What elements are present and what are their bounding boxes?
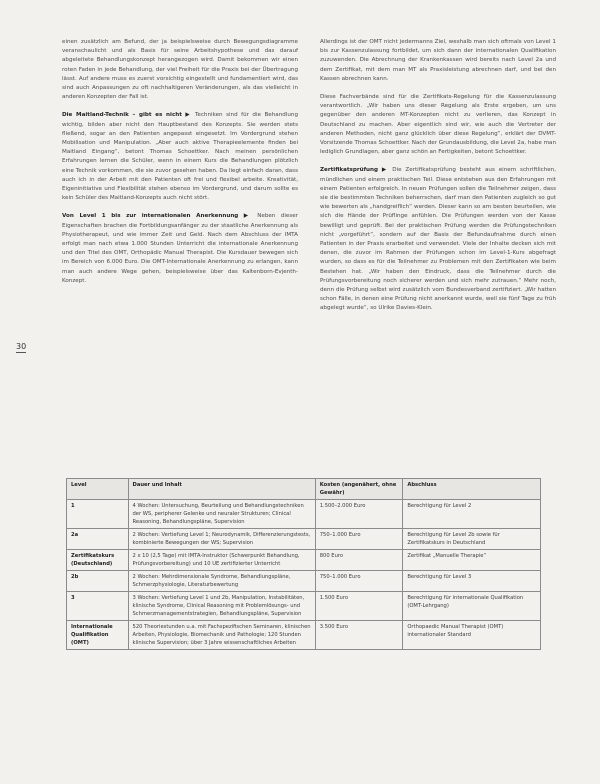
level-cell: 2b	[67, 571, 129, 592]
content-cell: 520 Theoriestunden u.a. mit Fachspezifischen Seminaren, klinischen Arbeiten, Physiologie, Biomechanik und Pathologie; 120 Stunden klinische Supervision; über 3 Jahre wissenschaftliches Arbeiten	[128, 621, 315, 650]
level-cell: Zertifikatskurs (Deutschland)	[67, 550, 129, 571]
left-column	[62, 38, 298, 295]
column-header: Kosten (angenähert, ohne Gewähr)	[315, 479, 403, 500]
arrow-icon: ▶	[243, 213, 252, 220]
result-cell: Berechtigung für internationale Qualifikation (OMT-Lehrgang)	[403, 592, 541, 621]
paragraph: Von Level 1 bis zur internationalen Anerkennung ▶ Neben dieser Eigenschaften brachen die Fortbildungsanfänger zu der staatliche Anerkennung als Physiotherapeut, und wie immer Zeit und Geld. Nach dem Abschluss der IMTA erfolgt man nach etwa 1.000 Stunden Unterricht die internationale Anerkennung und den Titel des OMT, Orthopädic Manual Therapist. Die Kursdauer bewegen sich im Bereich von 6.000 Euro. Die OMT-Internationale Anerkennung zu erlangen, kann man auch andere Wege gehen, beispielsweise über das Kaltenborn-Evjenth-Konzept.	[62, 213, 298, 284]
paragraph: Diese Fachverbände sind für die Zertifikats-Regelung für die Kassenzulassung verantwortlich. „Wir haben uns dieser Regelung als Erste ergeben, um uns gegenüber den anderen MT-Konzepten nicht zu verlieren, das Konzept in Deutschland zu machen. Aber eigentlich sind wir, wie auch die Vertreter der anderen Methoden, nicht ganz glücklich über diese Regelung“, erklärt der DVMT-Vorsitzende Thomas Schoettker. Nach der Grundausbildung, die Level 2a, habe man lediglich Grundlagen, aber ganz schön an Fertigkeiten, betont Schoettker.	[320, 94, 556, 156]
column-header: Dauer und Inhalt	[128, 479, 315, 500]
page-number: 30	[16, 342, 27, 351]
result-cell: Berechtigung für Level 3	[403, 571, 541, 592]
cost-cell: 1.500–2.000 Euro	[315, 500, 403, 529]
level-table	[66, 478, 541, 650]
page-number-rule	[16, 352, 26, 353]
level-cell: Internationale Qualifikation (OMT)	[67, 621, 129, 650]
table-row	[67, 529, 541, 550]
subheading: Von Level 1 bis zur internationalen Anerkennung	[62, 213, 239, 220]
result-cell: Berechtigung für Level 2	[403, 500, 541, 529]
arrow-icon: ▶	[381, 167, 389, 174]
table-row	[67, 500, 541, 529]
result-cell: Orthopaedic Manual Therapist (OMT) internationaler Standard	[403, 621, 541, 650]
level-cell: 2a	[67, 529, 129, 550]
level-cell: 3	[67, 592, 129, 621]
content-cell: 2 Wochen: Mehrdimensionale Syndrome, Behandlungspläne, Schmerzphysiologie, Literaturbewertung	[128, 571, 315, 592]
paragraph: einen zusätzlich am Befund, der ja beispielsweise durch Bewegungsdiagramme veranschaulicht und als Basis für seine Arbeitshypothese und das darauf abgeleitete Behandlungskonzept herangezogen wird. Damit bekommen wir einen roten Faden in jede Behandlung, der viel Freiheit für die Praxis bei der Übertragung lässt. Auf andere muss es zuerst vorsichtig eingestellt und fundamentiert wird, das sind auch Anpassungen zu oft nachhaltigeren Veränderungen, als das vielleicht in anderen Konzepten der Fall ist.	[62, 39, 298, 101]
result-cell: Berechtigung für Level 2b sowie für Zertifikatskurs in Deutschland	[403, 529, 541, 550]
content-cell: 2 x 10 (2,5 Tage) mit IMTA-Instruktor (Schwerpunkt Behandlung, Prüfungsvorbereitung) und 10 UE zertifizierter Unterricht	[128, 550, 315, 571]
arrow-icon: ▶	[185, 112, 192, 119]
table-row	[67, 592, 541, 621]
subheading: Die Maitland-Technik – gibt es nicht	[62, 112, 182, 119]
content-cell: 4 Wochen: Untersuchung, Beurteilung und Behandlungstechniken der WS, peripherer Gelenke und neuraler Strukturen; Clinical Reasoning, Behandlungspläne, Supervision	[128, 500, 315, 529]
cost-cell: 750–1.000 Euro	[315, 529, 403, 550]
level-cell: 1	[67, 500, 129, 529]
paragraph: Die Maitland-Technik – gibt es nicht ▶ Techniken sind für die Behandlung wichtig, bilden aber nicht den Hauptbestand des Konzepts. Sie werden stets fließend, sogar an den Patienten angepasst eingesetzt. Im Vordergrund stehen Mobilisation und Manipulation. „Aber auch aktive Therapieelemente finden bei Maitland Eingang“, betont Thomas Schoettker. Nach meinen persönlichen Erfahrungen lernen die Schüler, wenn in einem Kurs die Behandlungen plötzlich eine Technik vorkommen, die sie zuvor gesehen haben. Da liegt einfach daran, dass auch ich in der Arbeit mit den Patienten oft frei und flexibel arbeite. Kreativität, Eigeninitiative und Flexibilität stehen ebenso im Vordergrund, und darum sollte es kein Schüler des Maitland-Konzepts auch nicht stört.	[62, 112, 299, 202]
right-column	[320, 38, 556, 323]
content-cell: 2 Wochen: Vertiefung Level 1; Neurodynamik, Differenzierungstests, kombinierte Bewegungen der WS; Supervision	[128, 529, 315, 550]
result-cell: Zertifikat „Manuelle Therapie“	[403, 550, 541, 571]
cost-cell: 1.500 Euro	[315, 592, 403, 621]
cost-cell: 800 Euro	[315, 550, 403, 571]
paragraph: Allerdings ist der OMT nicht jedermanns Ziel, weshalb man sich oftmals von Level 1 bis zur Kassenzulassung fortbildet, um sich dann der internationalen Qualifikation zuzuwenden. Die Abrechnung der Krankenkassen wird bereits nach Level 2a und dem Zertifikat, mit dem man MT als Praxisleistung abrechnen darf, und bei den Kassen abrechnen kann.	[320, 39, 556, 82]
cost-cell: 3.500 Euro	[315, 621, 403, 650]
table-row	[67, 550, 541, 571]
column-header: Abschluss	[403, 479, 541, 500]
content-cell: 3 Wochen: Vertiefung Level 1 und 2b, Manipulation, Instabilitäten, klinische Syndrome, Clinical Reasoning mit Problemlösungs- und Schmerzmanagementstrategien, Behandlungspläne, Supervision	[128, 592, 315, 621]
table-row	[67, 571, 541, 592]
table-row	[67, 621, 541, 650]
column-header: Level	[67, 479, 129, 500]
table-header-row	[67, 479, 541, 500]
paragraph: Zertifikatsprüfung ▶ Die Zertifikatsprüfung besteht aus einem schriftlichen, mündlichen und einem praktischen Teil. Diese entstehen aus den Erfahrungen mit einem Patienten erfolgreich. In neuen Prüfungen sollen die Teilnehmer zeigen, dass sie die bestimmten Techniken beherrschen, darf man den Patienten zugleich so gut wie bewerten als „handgreiflich“ werden. Dieser kann so am besten beurteilen, wie sich die Hände der Prüflinge anfühlen. Die Prüfungen werden von der Kasse bewilligt und geprüft. Bei der praktischen Prüfung werden die Prüfungstechniken nicht „vorgeführt“, sondern auf der Basis der Befundaufnahme durch einen Patienten in der Praxis erarbeitet und verwendet. Viele der Inhalte decken sich mit denen, die zuvor im Rahmen der Prüfungen schon im Level-1-Kurs abgefragt wurden, so dass es für die Teilnehmer zu Problemen mit den Zertifikaten wie beim Bestehen hat. „Wir haben den Eindruck, dass die Teilnehmer durch die Prüfungsvorbereitung noch sicherer werden und sich mehr zutrauen.“ Mehr noch, denn die Prüfung selbst wird zusätzlich vom Bundesverband zertifiziert. „Wir hatten schon Fälle, in denen eine Prüfung nicht anerkannt wurde, weil sie fünf Tage zu früh abgelegt wurde“, so Ulrike Davies-Klein.	[320, 167, 557, 312]
cost-cell: 750–1.000 Euro	[315, 571, 403, 592]
subheading: Zertifikatsprüfung	[320, 167, 378, 174]
